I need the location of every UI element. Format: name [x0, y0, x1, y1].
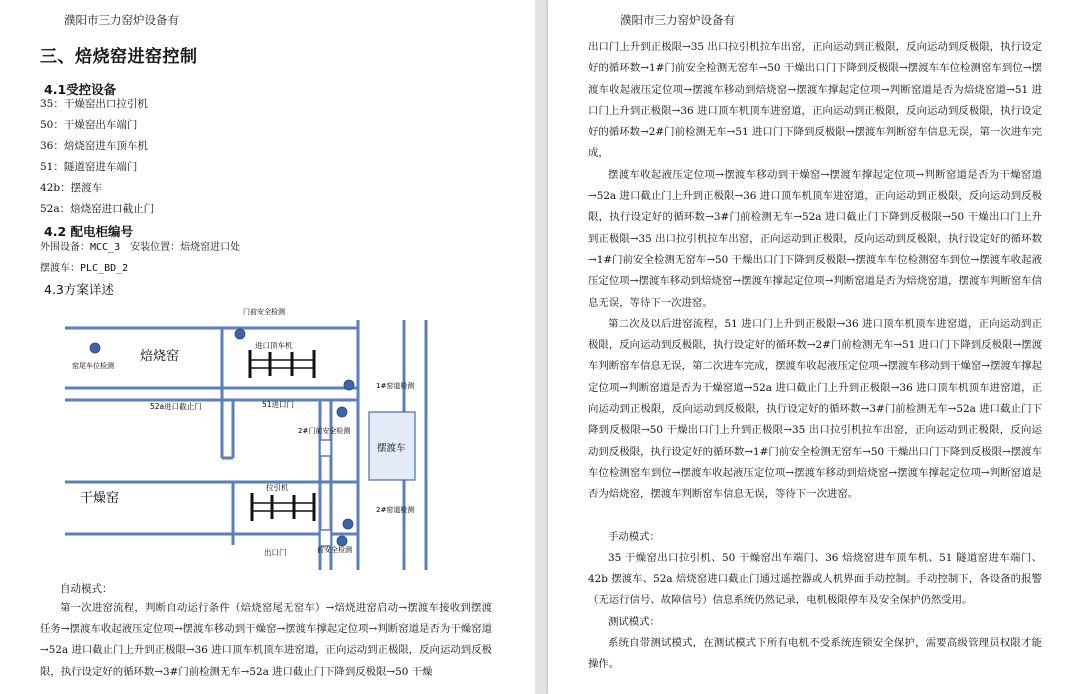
label-entry-pusher: 进口顶车机: [255, 341, 293, 350]
label-front-safety-2: 2#门前安全检测: [298, 427, 351, 435]
label-puller: 拉引机: [266, 483, 289, 492]
kiln-layout-diagram: [40, 300, 440, 575]
device-item: 36：焙烧窑进车顶车机: [40, 140, 148, 152]
device-item: 35：干燥窑出口拉引机: [40, 98, 148, 110]
document-page-left: [0, 0, 535, 694]
label-front-safety: 门前安全检测: [243, 308, 285, 316]
sensor-dot: [90, 343, 100, 353]
label-kiln-tail-detect: 窑尾车位检测: [72, 362, 114, 370]
heading-4-2: 4.2 配电柜编号: [44, 224, 133, 239]
gate-block: [320, 530, 331, 546]
auto-mode-text: 第一次进窑流程，判断自动运行条件（焙烧窑尾无窑车）→焙烧进窑启动→摆渡车接收到摆渡任务→摆渡车收起液压定位项→摆渡车移动到干燥窑→摆渡车撑起定位项→判断窑道是否为干燥窑道→52a 进口截止门上升到正极限→36 进口顶车机顶车进窑道，正向运动到正极限，反向运动到反极限，执行设定好的循环数→3#门前检测无车→52a 进口截止门下降到反极限→50 干燥: [40, 602, 492, 678]
heading-4-3: 4.3方案详述: [44, 282, 114, 297]
page-header: 濮阳市三力窑炉设备有: [620, 13, 735, 27]
device-item: 51：隧道窑进车端门: [40, 161, 138, 173]
label-front-safety-3: 前安全检测: [317, 546, 352, 554]
document-page-right: [548, 0, 1080, 694]
page-header: 濮阳市三力窑炉设备有: [64, 13, 179, 27]
sensor-dot: [235, 329, 245, 339]
page-gap: [535, 0, 548, 694]
device-item: 52a：焙烧窑进口截止门: [40, 203, 155, 215]
gate-block: [320, 440, 331, 456]
auto-mode-label: 自动模式：: [60, 583, 113, 595]
label-firing-kiln: 焙烧窑: [140, 349, 180, 364]
puller-machine: [252, 493, 314, 521]
label-ferry-car: 摆渡车: [377, 443, 406, 454]
heading-4-1: 4.1受控设备: [44, 82, 117, 97]
label-door-51: 51进口门: [262, 400, 295, 409]
paragraph: 出口门上升到正极限→35 出口拉引机拉车出窑，正向运动到正极限，反向运动到反极限，执行设定好的循环数→1#门前安全检测无窑车→50 干燥出口门下降到反极限→摆渡车车位检测窑车到位→摆渡车收起液压定位项→摆渡车移动到焙烧窑→摆渡车撑起定位项→判断窑道是否为焙烧窑道→51 进口门上升到正极限→36 进口顶车机顶车进窑道，正向运动到正极限，反向运动到反极限，执行设定好的循环数→2#门前检测无车→51 进口门下降到反极限→摆渡车判断窑车信息无误，第一次进车完成，: [588, 41, 1042, 160]
test-mode-text: 系统自带测试模式，在测试模式下所有电机不受系统连锁安全保护，需要高级管理员权限才能操作。: [588, 637, 1042, 671]
right-body: [588, 37, 1042, 676]
label-door-1-detect: 1#窑道检测: [376, 382, 415, 390]
label-exit-door: 出口门: [264, 548, 287, 557]
test-mode-label: 测试模式：: [608, 615, 660, 628]
sensor-dot: [344, 380, 354, 390]
cabinet-line-2: 摆渡车：PLC_BD_2: [40, 263, 129, 274]
cabinet-line-1: 外围设备：MCC_3 安装位置：焙烧窑进口处: [40, 242, 241, 253]
paragraph: 摆渡车收起液压定位项→摆渡车移动到干燥窑→摆渡车撑起定位项→判断窑道是否为干燥窑道→52a 进口截止门上升到正极限→36 进口顶车机顶车进窑道，正向运动到正极限，反向运动到反极限，执行设定好的循环数→3#门前检测无车→52a 进口截止门下降到反极限→50 干燥出口门上升到正极限→35 出口拉引机拉车出窑，正向运动到正极限，反向运动到反极限，执行设定好的循环数→1#门前安全检测无窑车→50 干燥出口门下降到反极限→摆渡车车位检测窑车到位→摆渡车收起液压定位项→摆渡车移动到焙烧窑→摆渡车撑起定位项→判断窑道是否为焙烧窑道，摆渡车判断窑车信息无误，等待下一次进窑。: [588, 168, 1042, 309]
manual-mode-label: 手动模式：: [608, 530, 660, 543]
sensor-dot: [337, 407, 347, 417]
label-door-2-detect: 2#窑道检测: [376, 506, 415, 514]
label-dryer-kiln: 干燥窑: [80, 491, 120, 506]
manual-mode-text: 35 干燥窑出口拉引机、50 干燥窑出车端门、36 焙烧窑进车顶车机、51 隧道窑进车端门、42b 摆渡车、52a 焙烧窑进口截止门通过遥控器或人机界面手动控制。手动控制下，各设备的报警（无运行信号、故障信号）信息系统仍然记录，电机极限停车及安全保护仍然受用。: [588, 551, 1042, 607]
paragraph: 第二次及以后进窑流程，51 进口门上升到正极限→36 进口顶车机顶车进窑道，正向运动到正极限，反向运动到反极限，执行设定好的循环数→2#门前检测无车→51 进口门下降到反极限→摆渡车判断窑车信息无误，第二次进车完成，摆渡车收起液压定位项→摆渡车移动到干燥窑→摆渡车撑起定位项→判断窑道是否为干燥窑道→52a 进口截止门上升到正极限→36 进口顶车机顶车进窑道，正向运动到正极限，反向运动到反极限，执行设定好的循环数→3#门前检测无车→52a 进口截止门下降到反极限→50 干燥出口门上升到正极限→35 出口拉引机拉车出窑，正向运动到正极限，反向运动到反极限，执行设定好的循环数→1#门前安全检测无窑车→50 干燥出口门下降到反极限→摆渡车车位检测窑车到位→摆渡车收起液压定位项→摆渡车移动到焙烧窑→摆渡车撑起定位项→判断窑道是否为焙烧窑，摆渡车判断窑车信息无误，等待下一次进窑。: [588, 317, 1042, 501]
section-title: 三、焙烧窑进窑控制: [40, 47, 198, 67]
sensor-dot: [337, 536, 347, 546]
entry-pusher-machine: [250, 350, 314, 378]
device-item: 42b：摆渡车: [40, 182, 103, 194]
sensor-dot: [343, 519, 353, 529]
device-item: 50：干燥窑出车端门: [40, 119, 138, 131]
label-gate-52a: 52a进口截止门: [150, 402, 202, 411]
